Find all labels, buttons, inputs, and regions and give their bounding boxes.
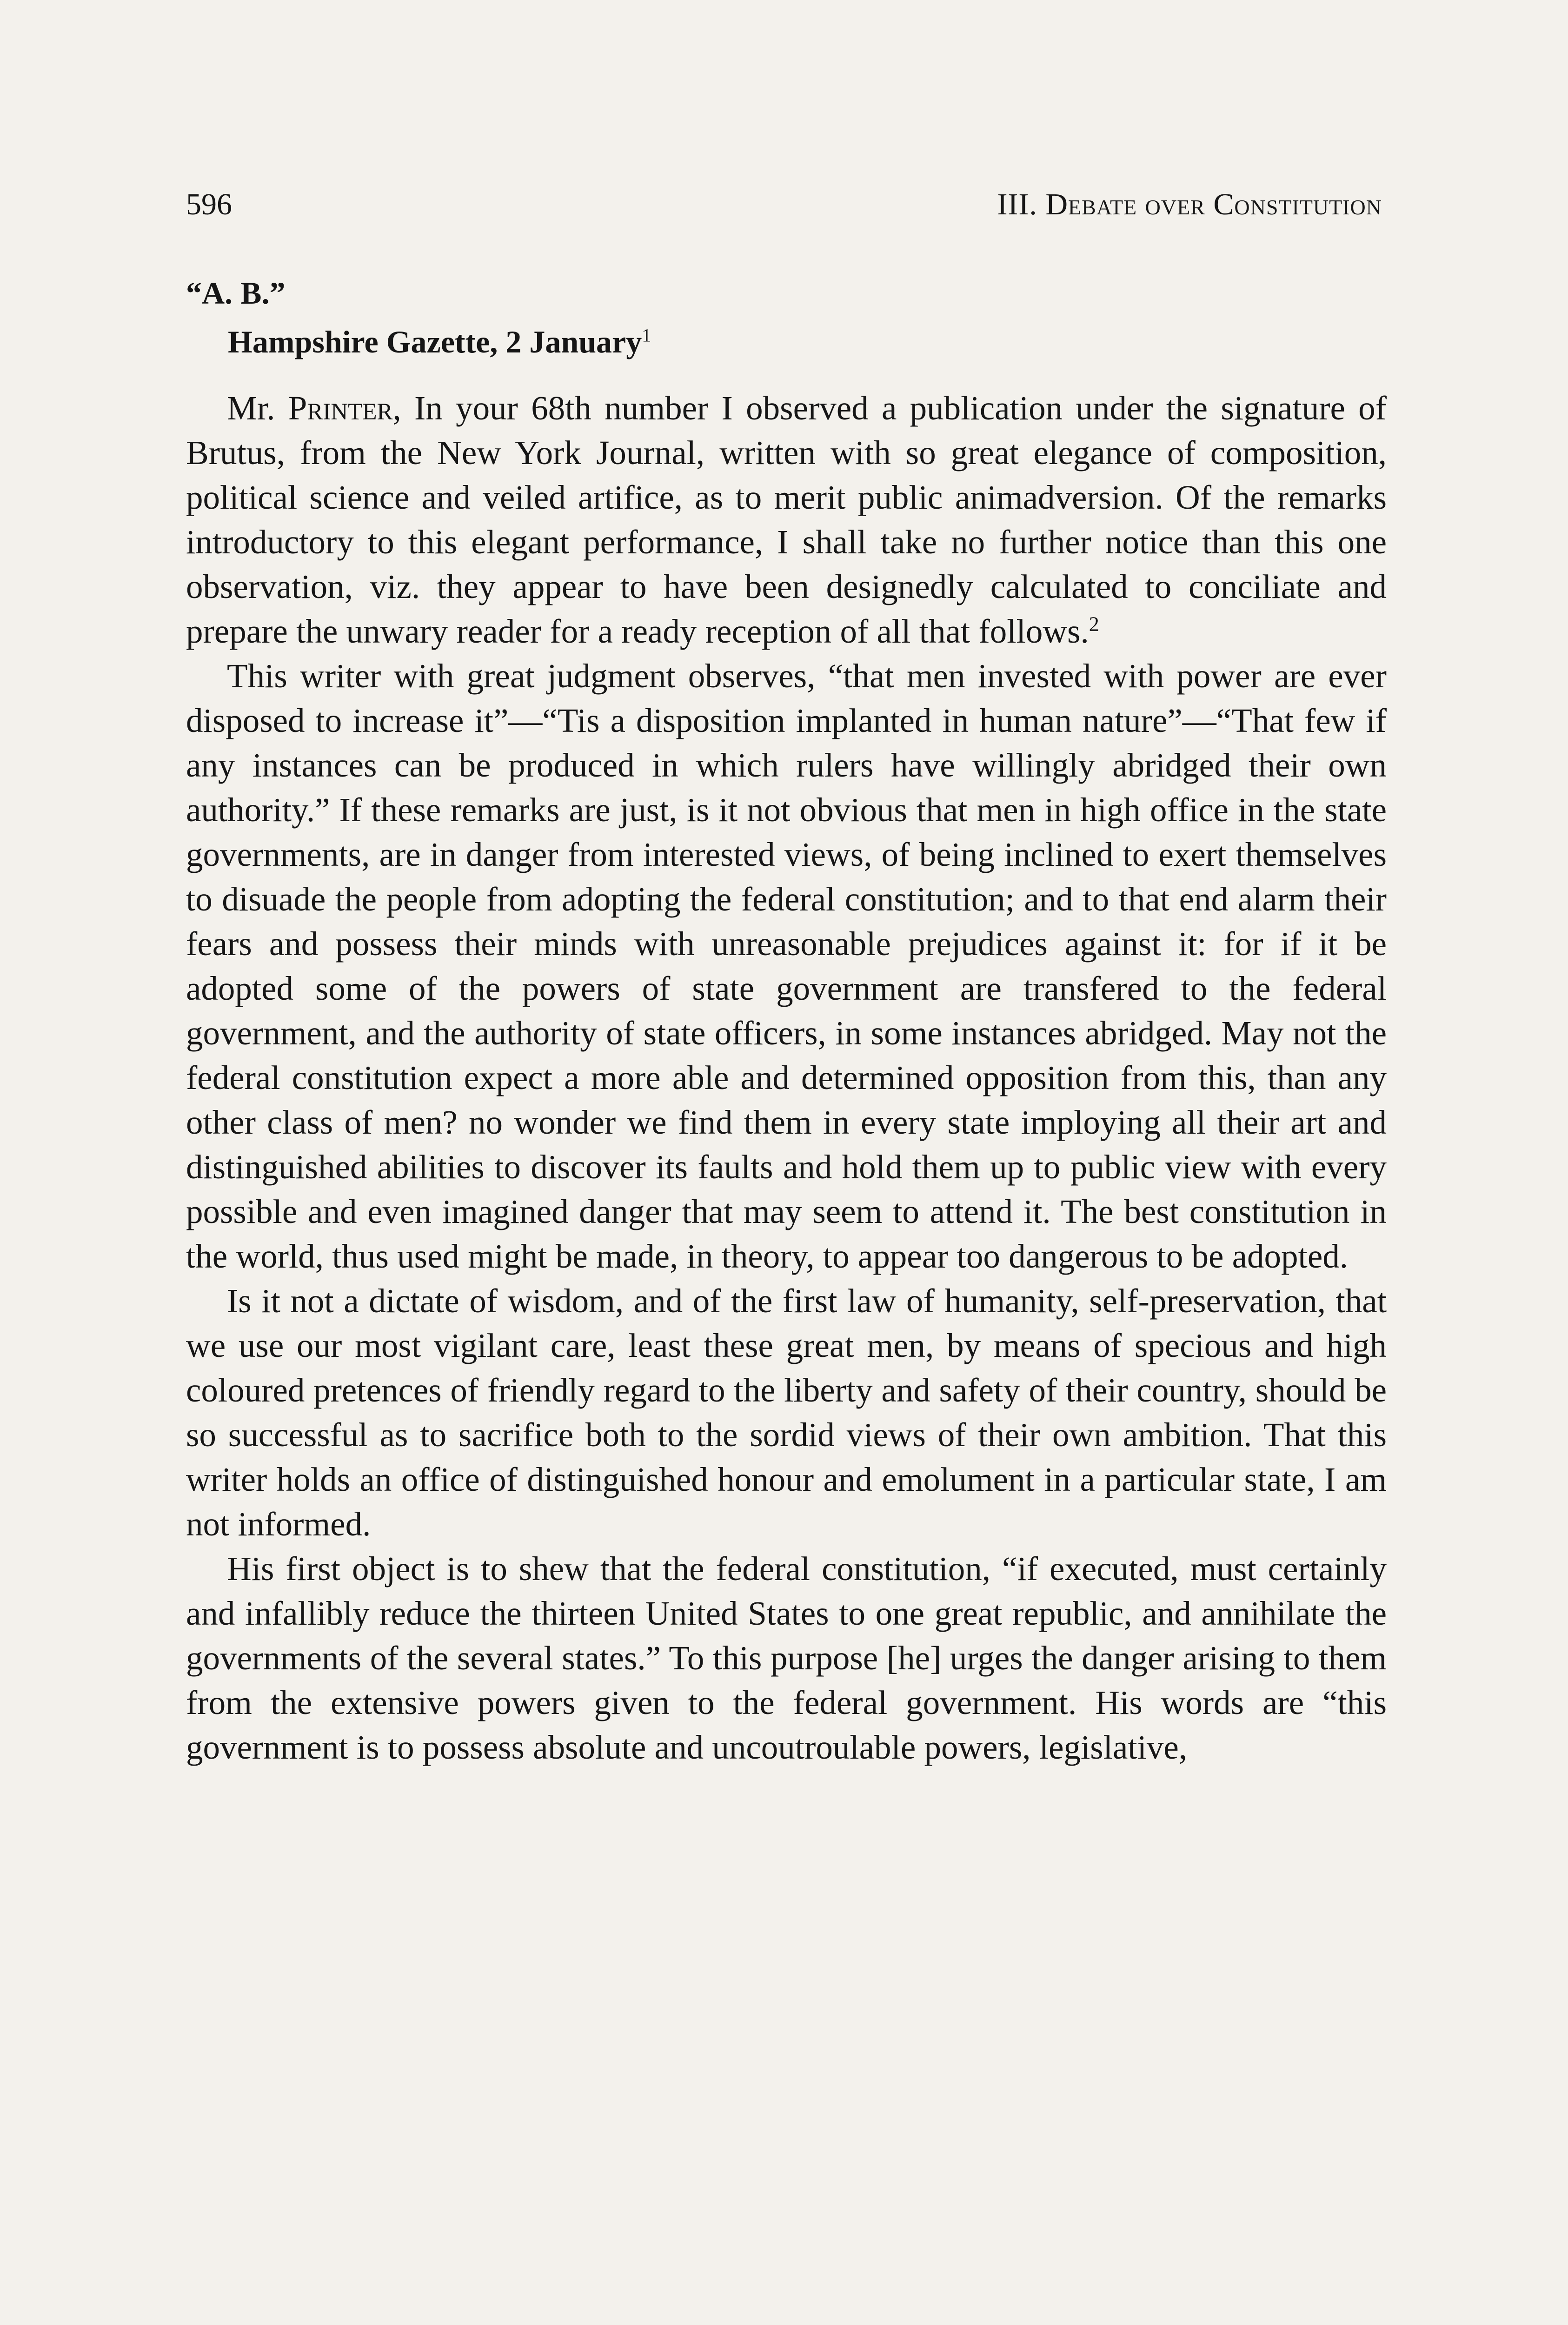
page-number: 596 xyxy=(186,187,232,221)
article-body xyxy=(186,386,1387,1770)
article-source-text: Hampshire Gazette, 2 January xyxy=(228,324,642,359)
salutation-prefix: Mr. xyxy=(227,389,288,427)
article-headline: “A. B.” xyxy=(186,275,286,311)
section-title: III. Debate over Constitution xyxy=(997,187,1382,221)
running-head xyxy=(186,184,1382,226)
salutation-caps: Printer xyxy=(288,389,393,427)
footnote-marker-2: 2 xyxy=(1089,612,1099,636)
article-source xyxy=(228,321,651,363)
paragraph-4: His first object is to shew that the federal constitution, “if executed, must certainly and infallibly reduce the thirteen United States to one great republic, and annihilate the governments of the several states.” To this purpose [he] urges the danger arising to them from the extensive powers given to the federal government. His words are “this government is to possess absolute and uncoutroulable powers, legislative, xyxy=(186,1550,1387,1766)
paragraph-1 xyxy=(186,386,1387,654)
paragraph-3: Is it not a dictate of wisdom, and of the first law of humanity, self-preservation, that we use our most vigilant care, least these great men, by means of specious and high coloured pretences of friendly regard to the liberty and safety of their country, should be so successful as to sacrifice both to the sordid views of their own ambition. That this writer holds an office of distinguished honour and emolument in a particular state, I am not informed. xyxy=(186,1282,1387,1543)
footnote-marker-1: 1 xyxy=(642,325,651,346)
paragraph-1-text: , In your 68th number I observed a publication under the signature of Brutus, from the New York Journal, written with so great elegance of composition, political science and veiled artifice, as to merit public animadversion. Of the remarks introductory to this elegant performance, I shall take no further notice than this one observation, viz. they appear to have been designedly calculated to conciliate and prepare the unwary reader for a ready reception of all that follows. xyxy=(186,389,1387,650)
paragraph-2: This writer with great judgment observes, “that men invested with power are ever disposed to increase it”—“Tis a disposition implanted in human nature”—“That few if any instances can be produced in which rulers have willingly abridged their own authority.” If these remarks are just, is it not obvious that men in high office in the state governments, are in danger from interested views, of being inclined to exert themselves to disuade the people from adopting the federal constitution; and to that end alarm their fears and possess their minds with unreasonable prejudices against it: for if it be adopted some of the powers of state government are transfered to the federal government, and the authority of state officers, in some instances abridged. May not the federal constitution expect a more able and determined opposition from this, than any other class of men? no wonder we find them in every state imploying all their art and distinguished abilities to discover its faults and hold them up to public view with every possible and even imagined danger that may seem to attend it. The best constitution in the world, thus used might be made, in theory, to appear too dangerous to be adopted. xyxy=(186,657,1387,1275)
